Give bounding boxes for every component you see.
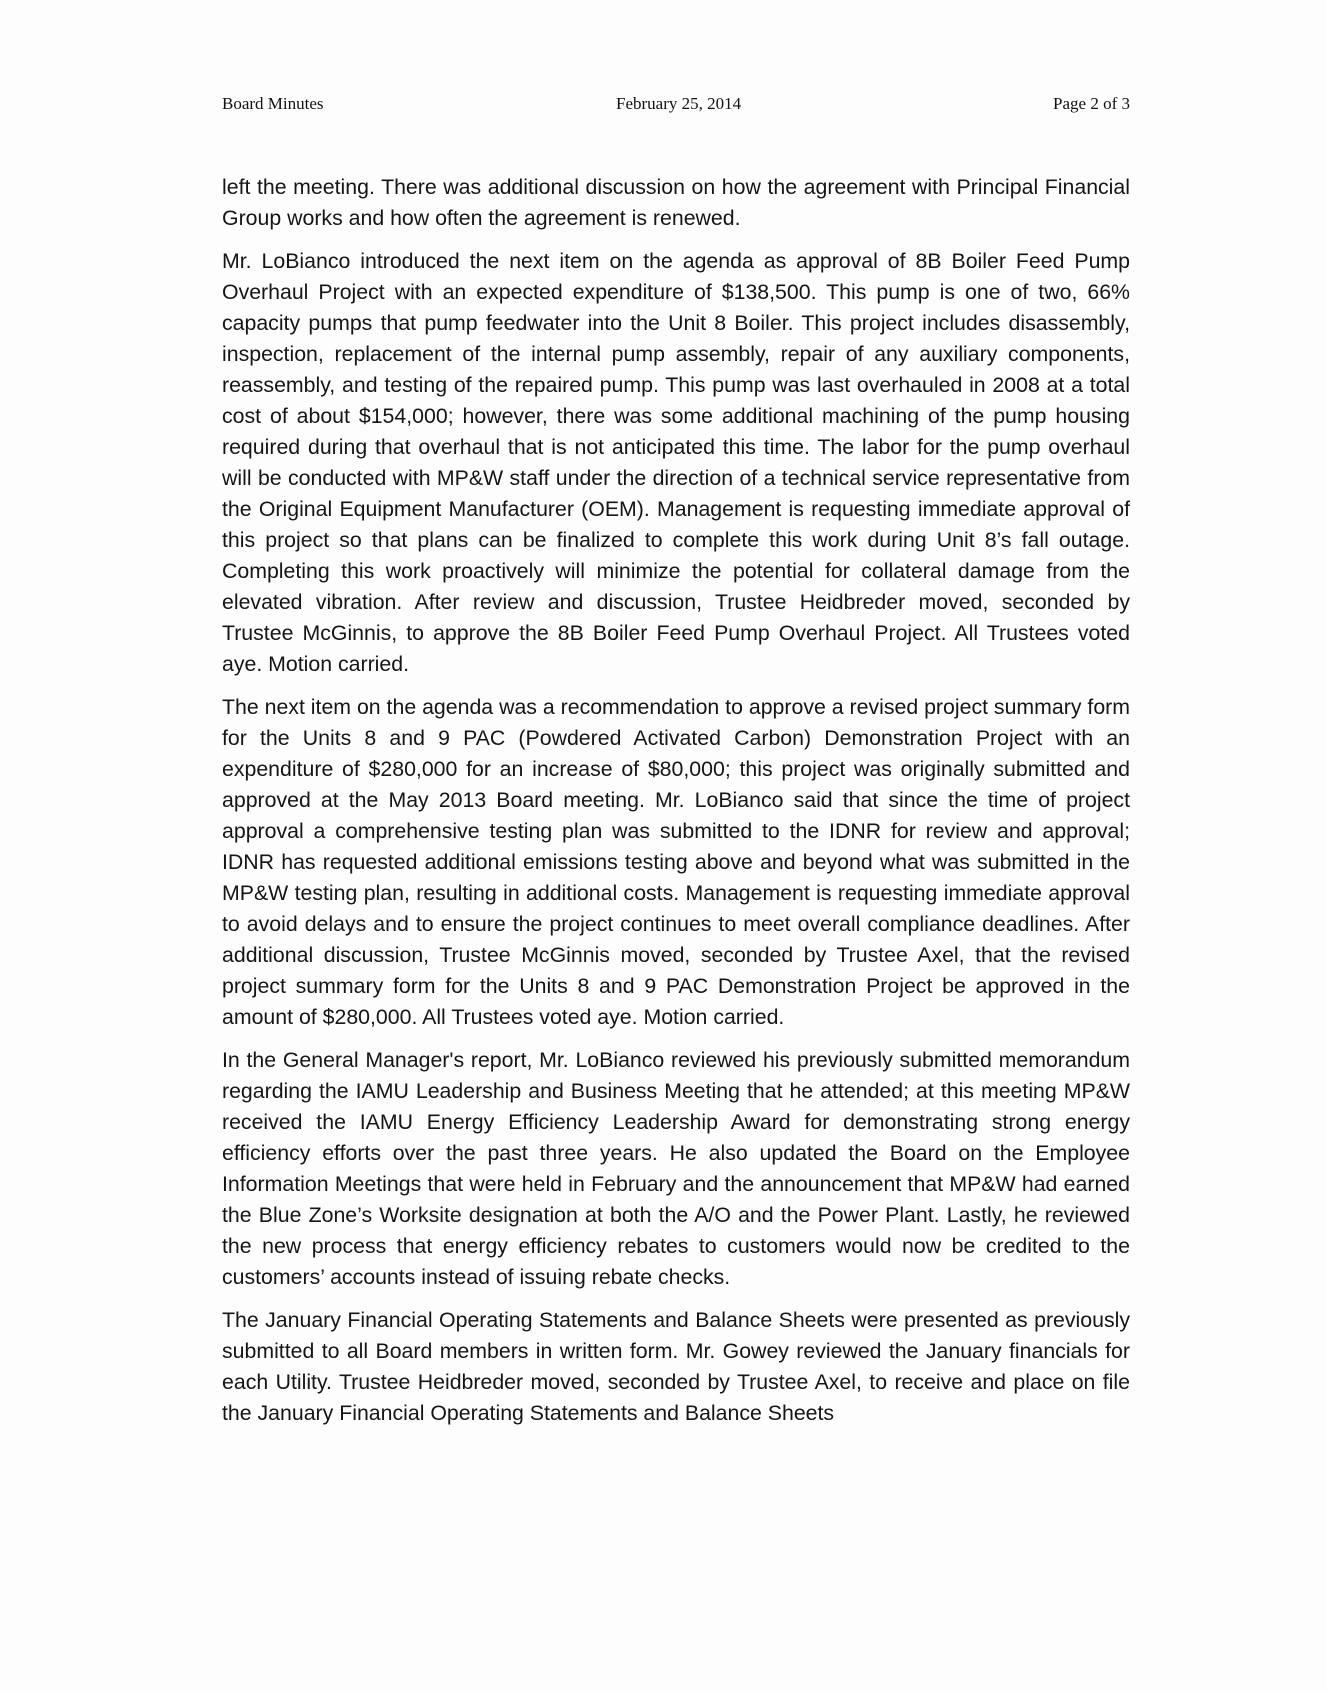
paragraph-boiler-feed-pump: Mr. LoBianco introduced the next item on the agenda as approval of 8B Boiler Feed Pump Overhaul Project with an expected expenditure of $138,500. This pump is one of two, 66% capacity pumps that pump feedwater into the Unit 8 Boiler. This project includes disassembly, inspection, replacement of the internal pump assembly, repair of any auxiliary components, reassembly, and testing of the repaired pump. This pump was last overhauled in 2008 at a total cost of about $154,000; however, there was some additional machining of the pump housing required during that overhaul that is not anticipated this time. The labor for the pump overhaul will be conducted with MP&W staff under the direction of a technical service representative from the Original Equipment Manufacturer (OEM). Management is requesting immediate approval of this project so that plans can be finalized to complete this work during Unit 8’s fall outage. Completing this work proactively will minimize the potential for collateral damage from the elevated vibration. After review and discussion, Trustee Heidbreder moved, seconded by Trustee McGinnis, to approve the 8B Boiler Feed Pump Overhaul Project. All Trustees voted aye. Motion carried. xyxy=(222,249,1130,676)
paragraph-financial-statements: The January Financial Operating Statements and Balance Sheets were presented as previously submitted to all Board members in written form. Mr. Gowey reviewed the January financials for each Utility. Trustee Heidbreder moved, seconded by Trustee Axel, to receive and place on file the January Financial Operating Statements and Balance Sheets xyxy=(222,1308,1130,1425)
header-date: February 25, 2014 xyxy=(616,94,742,113)
page-header xyxy=(222,94,1130,118)
paragraph-continuation: left the meeting. There was additional discussion on how the agreement with Principal Financial Group works and how often the agreement is renewed. xyxy=(222,175,1130,230)
header-page-number: Page 2 of 3 xyxy=(1053,94,1130,113)
document-body xyxy=(222,172,1130,1442)
header-title: Board Minutes xyxy=(222,94,324,113)
paragraph-general-manager-report: In the General Manager's report, Mr. LoBianco reviewed his previously submitted memorandum regarding the IAMU Leadership and Business Meeting that he attended; at this meeting MP&W received the IAMU Energy Efficiency Leadership Award for demonstrating strong energy efficiency efforts over the past three years. He also updated the Board on the Employee Information Meetings that were held in February and the announcement that MP&W had earned the Blue Zone’s Worksite designation at both the A/O and the Power Plant. Lastly, he reviewed the new process that energy efficiency rebates to customers would now be credited to the customers’ accounts instead of issuing rebate checks. xyxy=(222,1048,1130,1289)
paragraph-pac-demonstration: The next item on the agenda was a recommendation to approve a revised project summary form for the Units 8 and 9 PAC (Powdered Activated Carbon) Demonstration Project with an expenditure of $280,000 for an increase of $80,000; this project was originally submitted and approved at the May 2013 Board meeting. Mr. LoBianco said that since the time of project approval a comprehensive testing plan was submitted to the IDNR for review and approval; IDNR has requested additional emissions testing above and beyond what was submitted in the MP&W testing plan, resulting in additional costs. Management is requesting immediate approval to avoid delays and to ensure the project continues to meet overall compliance deadlines. After additional discussion, Trustee McGinnis moved, seconded by Trustee Axel, that the revised project summary form for the Units 8 and 9 PAC Demonstration Project be approved in the amount of $280,000. All Trustees voted aye. Motion carried. xyxy=(222,695,1130,1029)
